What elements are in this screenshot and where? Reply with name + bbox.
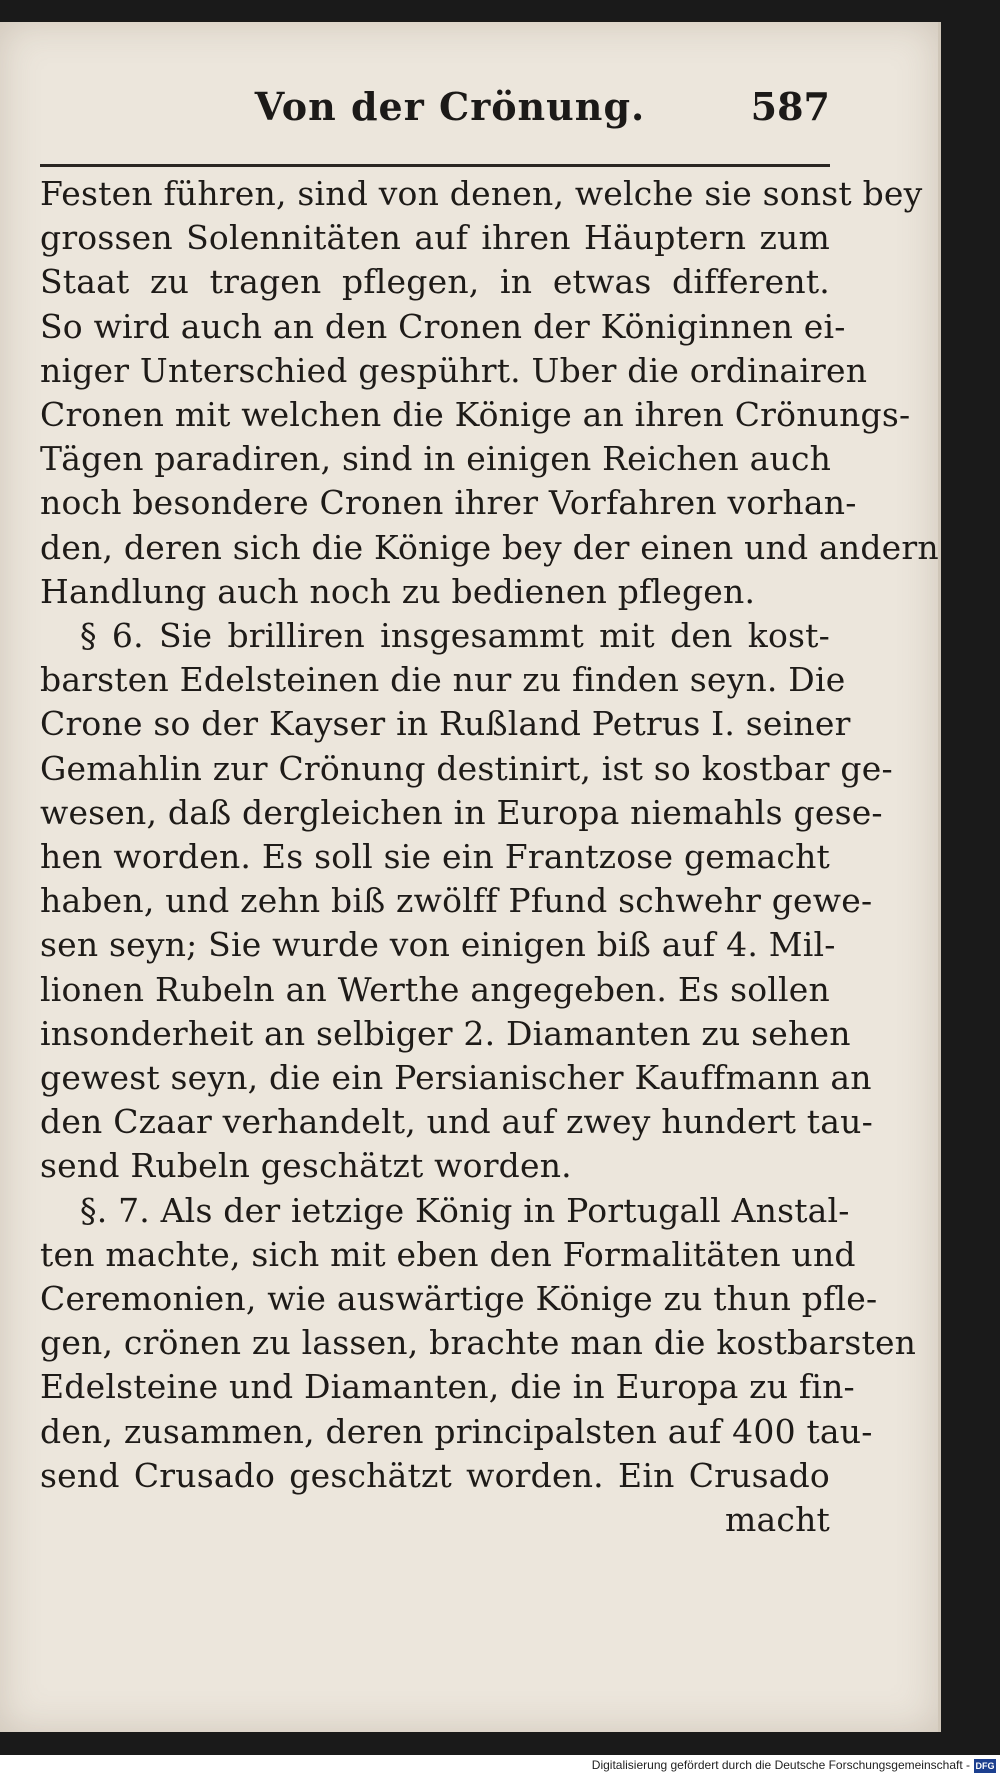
header-rule (40, 164, 830, 167)
paragraph-7-start: §. 7. Als der ietzige König in Portugall Anstal- (80, 1190, 850, 1230)
text-line: gewest seyn, die ein Persianischer Kauffmann an (40, 1058, 872, 1098)
text-line: Staat zu tragen pflegen, in etwas different. (40, 262, 830, 302)
text-line: den, deren sich die Könige bey der einen und andern (40, 527, 939, 567)
page-header (40, 84, 830, 154)
text-line: grossen Solennitäten auf ihren Häuptern zum (40, 218, 830, 258)
text-line: Crone so der Kayser in Rußland Petrus I. seiner (40, 704, 851, 744)
text-line: sen seyn; Sie wurde von einigen biß auf 4. Mil- (40, 925, 836, 965)
text-line: niger Unterschied gespührt. Uber die ordinairen (40, 350, 868, 390)
text-line: Cronen mit welchen die Könige an ihren Crönungs- (40, 395, 911, 435)
page-number: 587 (750, 84, 830, 129)
text-line: send Rubeln geschätzt worden. (40, 1146, 572, 1186)
text-line: barsten Edelsteinen die nur zu finden seyn. Die (40, 660, 846, 700)
text-line: Tägen paradiren, sind in einigen Reichen auch (40, 439, 832, 479)
paragraph-6-start: § 6. Sie brilliren insgesammt mit den kost- (80, 616, 830, 656)
text-line: gen, crönen zu lassen, brachte man die kostbarsten (40, 1323, 917, 1363)
text-line: Festen führen, sind von denen, welche sie sonst bey (40, 174, 923, 213)
text-line: wesen, daß dergleichen in Europa niemahls gese- (40, 792, 883, 832)
text-line: den, zusammen, deren principalsten auf 400 tau- (40, 1411, 873, 1451)
dfg-logo-icon: DFG (975, 1761, 995, 1771)
text-line: insonderheit an selbiger 2. Diamanten zu sehen (40, 1013, 851, 1053)
text-line: send Crusado geschätzt worden. Ein Crusado (40, 1455, 830, 1495)
text-line: lionen Rubeln an Werthe angegeben. Es sollen (40, 969, 830, 1009)
book-page (0, 22, 941, 1732)
text-line: Edelsteine und Diamanten, die in Europa zu fin- (40, 1367, 855, 1407)
running-head: Von der Crönung. (254, 84, 646, 129)
text-line: Ceremonien, wie auswärtige Könige zu thun pfle- (40, 1279, 878, 1319)
digitization-footer (0, 1755, 1000, 1777)
text-line: den Czaar verhandelt, und auf zwey hundert tau- (40, 1102, 873, 1142)
body-text (40, 172, 939, 1542)
text-line: Handlung auch noch zu bedienen pflegen. (40, 571, 756, 611)
footer-credit: Digitalisierung gefördert durch die Deutsche Forschungsgemeinschaft - (591, 1758, 970, 1772)
text-line: noch besondere Cronen ihrer Vorfahren vorhan- (40, 483, 857, 523)
text-line: haben, und zehn biß zwölff Pfund schwehr gewe- (40, 881, 873, 921)
text-line: So wird auch an den Cronen der Königinnen ei- (40, 306, 846, 346)
text-line: ten machte, sich mit eben den Formalitäten und (40, 1234, 856, 1274)
text-line: Gemahlin zur Crönung destinirt, ist so kostbar ge- (40, 748, 893, 788)
catchword: macht (725, 1500, 830, 1540)
text-line: hen worden. Es soll sie ein Frantzose gemacht (40, 837, 830, 877)
